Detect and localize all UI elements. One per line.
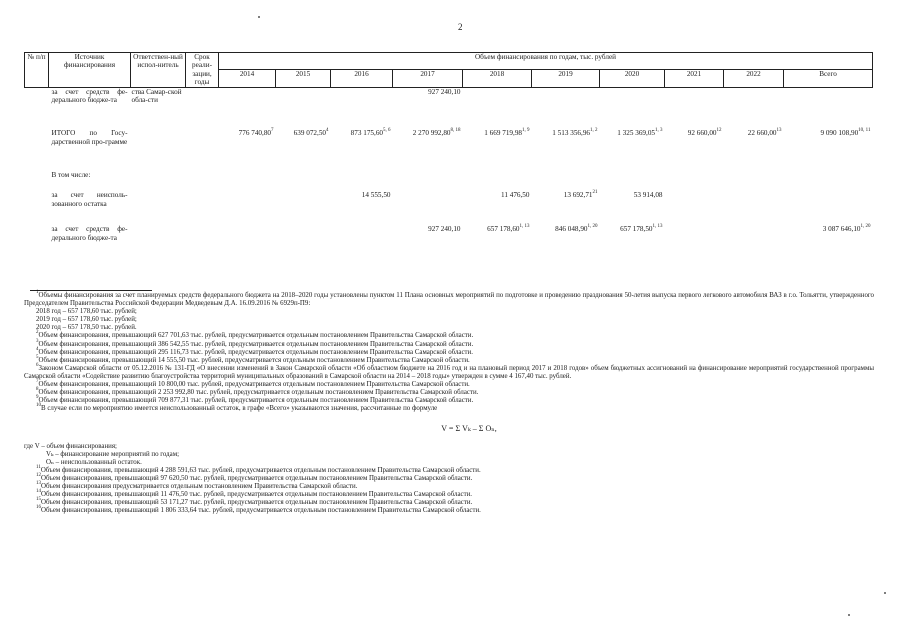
footnote <box>24 332 874 340</box>
footnote-separator <box>30 290 152 291</box>
footnote <box>24 354 874 365</box>
footnote-mark: 12 <box>36 472 41 478</box>
footnote-ref: 1, 9 <box>522 128 530 134</box>
value: 92 660,00 <box>687 129 717 138</box>
value: 14 555,50 <box>361 191 391 200</box>
footnote-mark: 3 <box>36 338 39 344</box>
footnote-ref: 1, 20 <box>860 224 871 230</box>
value: 927 240,10 <box>428 225 461 234</box>
header-funding-group: Объем финансирования по годам, тыс. рублей <box>219 53 873 70</box>
value: 1 669 719,98 <box>484 129 522 138</box>
footnote-mark: 6 <box>36 362 39 368</box>
footnote-text: Объем финансирования, превышающий 386 542,55 тыс. рублей, предусматривается отдельным постановлением Правительства Самарской области. <box>38 340 474 348</box>
table-row <box>25 225 873 265</box>
footnote-text: Объем финансирования, превышающий 4 288 591,63 тыс. рублей, предусматривается отдельным постановлением Правительства Самарской области. <box>40 466 481 474</box>
source-cell: за счет неисполь-зованного остатка <box>51 191 128 208</box>
header-year: 2021 <box>665 70 724 87</box>
footnote-text: Законом Самарской области от 05.12.2016 № 131-ГД «О внесении изменений в Закон Самарской области «Об областном бюджете на 2016 год и на плановый период 2017 и 2018 годов» объем бюджетных ассигнований на финансирование мероприятий государственной программы Самарской области «Содействие развитию благоустройства территорий муниципальных образований в Самарской области на 2014 – 2018 годы» утвержден в сумме 4 167,40 тыс. рублей. <box>24 364 874 380</box>
table-row <box>25 171 873 191</box>
header-source: Источник финансирования <box>49 53 131 88</box>
formula-definition: Oₙ – неиспользованный остаток. <box>46 458 142 466</box>
page-number: 2 <box>458 22 463 32</box>
footnote-text: Объем финансирования, превышающий 14 555,50 тыс. рублей, предусматривается отдельным постановлением Правительства Самарской области. <box>38 356 470 364</box>
formula: V = Σ Vₖ – Σ Oₙ, <box>441 424 497 434</box>
footnote-mark: 4 <box>36 346 39 352</box>
value: 13 692,71 <box>563 191 593 200</box>
footnote-ref: 10, 11 <box>858 128 871 134</box>
table-body <box>25 87 873 265</box>
footnote-text: Объем финансирования, превышающий 53 171,27 тыс. рублей, предусматривается отдельным постановлением Правительства Самарской области. <box>41 499 473 507</box>
footnote-ref: 7 <box>271 128 274 134</box>
footnote-line: 2019 год – 657 178,60 тыс. рублей; <box>36 316 137 324</box>
footnote-line: 2020 год – 657 178,50 тыс. рублей. <box>36 324 137 332</box>
footnote-mark: 1 <box>36 290 39 295</box>
value: 11 476,50 <box>501 191 530 200</box>
header-year: 2015 <box>276 70 331 87</box>
source-cell: за счет средств фе-дерального бюджe-та <box>51 225 128 242</box>
footnote-text: Объемы финансирования за счет планируемых средств федерального бюджета на 2018–2020 годы установлены пунктом 11 Плана основных мероприятий по подготовке и проведению празднования 50-летия выпуска первого легкового автомобиля ВАЗ в г.о. Тольятти, утвержденного Председателем Правительства Российской Федерации Медведевым Д.А. 16.09.2016 № 6929п-П9: <box>24 292 874 308</box>
footnote-text: Объем финансирования, превышающий 97 620,50 тыс. рублей, предусматривается отдельным постановлением Правительства Самарской области. <box>41 474 473 482</box>
header-year: 2018 <box>463 70 532 87</box>
footnote-ref: 1, 13 <box>652 224 663 230</box>
value: 927 240,10 <box>428 87 461 96</box>
footnote-ref: 12 <box>716 128 722 134</box>
value: 3 087 646,10 <box>822 225 861 234</box>
footnote-ref: 1, 13 <box>519 224 530 230</box>
header-year: 2016 <box>331 70 393 87</box>
footnote-ref: 21 <box>592 190 598 196</box>
footnote <box>24 464 874 475</box>
value: 873 175,60 <box>350 129 383 138</box>
footnote <box>24 507 874 515</box>
value: 846 048,90 <box>555 225 588 234</box>
header-year: 2022 <box>724 70 784 87</box>
footnote <box>24 389 874 397</box>
header-responsible: Ответствен-ный испол-нитель <box>131 53 186 88</box>
header-year: 2020 <box>600 70 665 87</box>
footnote-ref: 8, 18 <box>450 128 461 134</box>
footnote-mark: 16 <box>36 505 41 511</box>
value: 657 178,60 <box>487 225 520 234</box>
header-year: 2019 <box>532 70 600 87</box>
footnote <box>24 346 874 357</box>
footnote-mark: 9 <box>36 395 39 401</box>
source-cell: ИТОГО по Госу-дарственной про-грамме <box>51 129 128 146</box>
footnote-ref: 1, 3 <box>655 128 663 134</box>
header-term: Срок реали-зации, годы <box>186 53 219 88</box>
footnote <box>24 381 874 389</box>
value: 639 072,50 <box>293 129 326 138</box>
footnote-text: Объем финансирования предусматривается отдельным постановлением Правительства Самарской области. <box>41 482 358 490</box>
footnote <box>24 338 874 349</box>
footnote-ref: 1, 2 <box>590 128 598 134</box>
responsible-cell: ства Самар-ской обла-сти <box>131 87 182 105</box>
footnote <box>24 292 874 308</box>
value: 1 513 356,96 <box>552 129 590 138</box>
footnote <box>24 472 874 483</box>
footnote-text: Объем финансирования, превышающий 627 701,63 тыс. рублей, предусматривается отдельным постановлением Правительства Самарской области. <box>38 332 474 340</box>
value: 22 660,00 <box>747 129 777 138</box>
footnote-text: Объем финансирования, превышающий 295 116,73 тыс. рублей, предусматривается отдельным постановлением Правительства Самарской области. <box>38 348 473 356</box>
value: 2 270 992,80 <box>412 129 451 138</box>
formula-where: где V – объем финансирования; <box>24 442 117 450</box>
footnote <box>24 362 874 381</box>
source-cell: за счет средств фе-дерального бюджe-та <box>51 87 128 105</box>
formula-definition: Vₖ – финансирование мероприятий по годам; <box>46 450 179 458</box>
header-year: 2017 <box>393 70 463 87</box>
footnote-line: 2018 год – 657 178,60 тыс. рублей; <box>36 308 137 316</box>
value: 53 914,08 <box>633 191 663 200</box>
financing-table <box>24 52 873 265</box>
footnote-text: Объем финансирования, превышающий 10 800,00 тыс. рублей, предусматривается отдельным постановлением Правительства Самарской области. <box>38 381 470 389</box>
footnote-ref: 13 <box>776 128 782 134</box>
value: 9 090 108,90 <box>820 129 859 138</box>
footnote-mark: 15 <box>36 497 41 503</box>
table-row <box>25 125 873 171</box>
footnote-mark: 7 <box>36 379 39 385</box>
footnote-ref: 5, 6 <box>383 128 391 134</box>
footnotes-section <box>24 290 874 515</box>
footnote-mark: 14 <box>36 489 41 495</box>
header-number: № п/п <box>25 53 49 88</box>
scan-speck <box>884 592 886 594</box>
scan-speck <box>848 614 850 616</box>
footnote <box>24 480 874 491</box>
footnote-mark: 13 <box>36 480 41 486</box>
footnote-mark: 8 <box>36 387 39 393</box>
scan-speck <box>258 16 260 18</box>
footnote-text: Объем финансирования, превышающий 709 877,31 тыс. рублей, предусматривается отдельным постановлением Правительства Самарской области. <box>38 397 474 405</box>
footnote <box>24 491 874 499</box>
footnote-text: В случае если по мероприятию имеется неиспользованный остаток, в графе «Всего» указываются значения, рассчитанные по формуле <box>41 405 438 413</box>
table-row <box>25 87 873 125</box>
value: 657 178,50 <box>620 225 653 234</box>
footnote-mark: 11 <box>36 464 41 470</box>
footnote-text: Объем финансирования, превышающий 1 806 333,64 тыс. рублей, предусматривается отдельным постановлением Правительства Самарской области. <box>41 507 481 515</box>
footnote-text: Объем финансирования, превышающий 11 476,50 тыс. рублей, предусматривается отдельным постановлением Правительства Самарской области. <box>41 491 473 499</box>
value: 1 325 369,05 <box>617 129 655 138</box>
footnote-mark: 5 <box>36 354 39 360</box>
footnote <box>24 405 874 413</box>
value: 776 740,80 <box>238 129 271 138</box>
footnote-mark: 10 <box>36 403 41 409</box>
header-total: Всего <box>784 70 873 87</box>
footnote-ref: 4 <box>326 128 329 134</box>
footnote-ref: 1, 20 <box>587 224 598 230</box>
subtotal-label: В том числе: <box>51 171 91 180</box>
footnote-mark: 2 <box>36 330 39 336</box>
table-row <box>25 191 873 225</box>
header-year: 2014 <box>219 70 276 87</box>
footnote-text: Объем финансирования, превышающий 2 253 992,80 тыс. рублей, предусматривается отдельным постановлением Правительства Самарской области. <box>38 389 479 397</box>
